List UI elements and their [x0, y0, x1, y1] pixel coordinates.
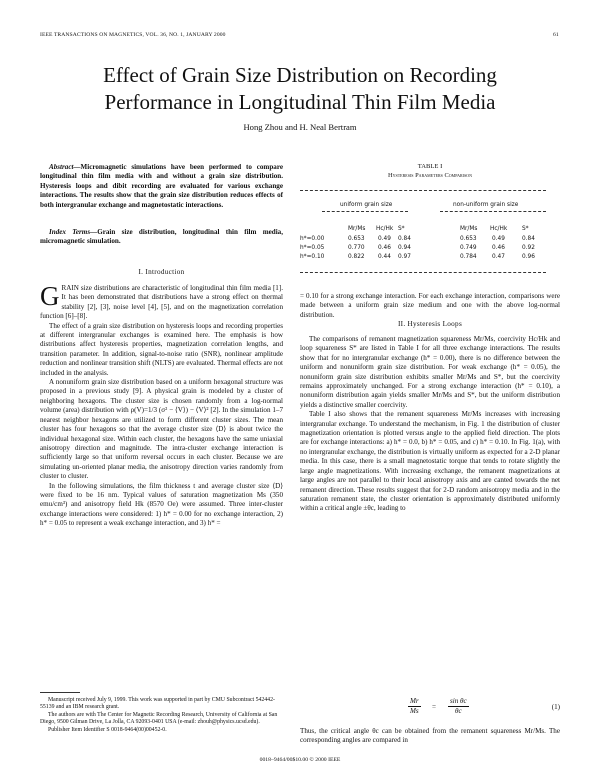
hysteresis-paragraph-1: The comparisons of remanent magnetization squareness Mr/Ms, coercivity Hc/Hk and loop squareness S* are listed in Table I for all three exchange interactions. The results show that for no intergranular exchange (h* = 0.00), there is no difference between the uniform and nonuniform grain size distribution. For weak exchange (h* = 0.05), the nonuniform grain size distribution exhibits smaller Mr/Ms and S*, but the coercivity remains approximately unchanged. For a strong exchange interaction (h* = 0.10), a nonuniform distribution again yields smaller Mr/Ms and S*, but the uniform distribution yields a distinctive smaller coercivity.	[300, 335, 560, 409]
continuation-paragraph: = 0.10 for a strong exchange interaction. For each exchange interaction, comparisons were made between a uniform grain size medium and one with the above log-normal distribution.	[300, 292, 560, 319]
equation-rhs-numerator: sin θc	[448, 697, 469, 707]
intro-body	[40, 281, 283, 529]
table-top-rule	[300, 190, 546, 191]
section-heading-hysteresis: II. Hysteresis Loops	[397, 320, 463, 328]
table-cell: 0.92	[522, 245, 535, 251]
table-cell: 0.94	[398, 245, 411, 251]
group-rule-nonuniform	[440, 211, 546, 212]
abstract	[40, 163, 283, 210]
col-header: S*	[522, 226, 529, 232]
title-line-2: Performance in Longitudinal Thin Film Media	[104, 90, 496, 114]
equation-lhs-denominator: Ms	[410, 707, 419, 716]
footnote-rule	[40, 692, 80, 693]
dropcap: G	[40, 281, 60, 311]
group-rule-uniform	[322, 211, 408, 212]
page-number: 61	[553, 32, 559, 38]
abstract-label: Abstract—	[49, 163, 81, 171]
table-cell: 0.784	[460, 254, 477, 260]
abstract-text: Micromagnetic simulations have been performed to compare longitudinal thin film media with and without a grain size distribution. Hysteresis loops and dibit recording are evaluated for various exchange interactions. The results show that the grain size distribution reduces effects of both intergranular exchange and magnetostatic interactions.	[40, 163, 283, 209]
table-cell: 0.653	[460, 236, 477, 242]
table-cell: 0.770	[348, 245, 365, 251]
table-caption: Hysteresis Parameters Comparison	[388, 172, 472, 179]
index-terms-label: Index Terms—	[49, 228, 98, 236]
col-header: Mr/Ms	[348, 226, 366, 232]
intro-paragraph-1: RAIN size distributions are characteristic of longitudinal thin film media [1]. It has been demonstrated that distributions have a strong effect on thermal stability [2], [3], noise level [4], [5], and on the magnetization correlation function [6]–[8].	[40, 284, 283, 321]
equals-sign: =	[432, 703, 437, 711]
col-header: Mr/Ms	[460, 226, 478, 232]
table-number: TABLE I	[417, 163, 443, 170]
footnote-manuscript: Manuscript received July 9, 1999. This work was supported in part by CMU Subcontract 542442-55139 and an IBM research grant.	[40, 697, 275, 711]
equation-lhs	[408, 697, 421, 717]
row-label: h*=0.10	[300, 254, 325, 260]
running-header: IEEE TRANSACTIONS ON MAGNETICS, VOL. 36, NO. 1, JANUARY 2000	[40, 32, 226, 38]
row-label: h*=0.05	[300, 245, 325, 251]
col-header: S*	[398, 226, 405, 232]
intro-paragraph-3: A nonuniform grain size distribution based on a uniform hexagonal structure was proposed in a previous study [9]. A physical grain is modeled by a cluster of neighboring hexagons. The cluster size is chosen randomly from a log-normal volume (area) distribution with ρ(V)=1/3 (σ² − ⟨V⟩) − ⟨V⟩² [2]. In the simulation 1–7 nearest neighbor hexagons are utilized to form different cluster sizes. The mean cluster has four hexagons so that the average cluster size ⟨D⟩ is about twice the individual hexagonal size. Within each cluster, the hexagons have the same uniaxial anisotropy direction and magnitude. The intra-cluster exchange interaction is sufficiently large so that uniform reversal occurs in each cluster. Because we are simulating un-oriented planar media, the anisotropy direction varies randomly from cluster to cluster.	[40, 378, 283, 481]
copyright-line: 0018–9464/00$10.00 © 2000 IEEE	[259, 757, 341, 763]
title-line-1: Effect of Grain Size Distribution on Recording	[103, 63, 497, 87]
table-cell: 0.822	[348, 254, 365, 260]
footnote-authors: The authors are with The Center for Magnetic Recording Research, University of California at San Diego, 9500 Gilman Drive, La Jolla, CA 92093-0401 USA (e-mail: zhouh@physics.ucsd.edu).	[40, 711, 278, 726]
table-cell: 0.44	[378, 254, 391, 260]
footnotes	[40, 697, 283, 734]
table-cell: 0.46	[492, 245, 505, 251]
section-heading-intro: I. Introduction	[138, 268, 185, 276]
equation-number: (1)	[551, 703, 560, 711]
hysteresis-paragraph-2: Table I also shows that the remanent squareness Mr/Ms increases with increasing intergranular exchange. To understand the mechanism, in Fig. 1 the distribution of cluster magnetization orientation is plotted versus angle to the applied field direction. The plots are for exchange interactions: a) h* = 0.0, b) h* = 0.05, and c) h* = 0.10. In Fig. 1(a), with no intergranular exchange, the distribution is virtually uniform as expected for a 2-D planar media. In this case, there is a small magnetostatic torque that tends to rotate slightly the large angle magnetizations. With increasing exchange, the remanent magnetizations at large angles are not parallel to their local anisotropy axis and are canted towards the net remanent direction. These results suggest that for 2-D random anisotropy media and in the saturation remanent state, the cluster orientation is approximately distributed uniformly within a critical angle ±θc, leading to	[300, 410, 560, 513]
table-cell: 0.653	[348, 236, 365, 242]
index-terms	[40, 228, 283, 247]
hysteresis-body	[300, 335, 560, 514]
equation-rhs	[448, 697, 469, 717]
table-bottom-rule	[300, 272, 546, 273]
index-terms-text: Grain size distribution, longitudinal thin film media, micromagnetic simulation.	[40, 228, 283, 246]
intro-paragraph-2: The effect of a grain size distribution on hysteresis loops and recording properties at different intergranular exchanges is examined here. The emphasis is how distributions affect hysteresis properties, magnetization correlation lengths, and transition parameter. In addition, signal-to-noise ratio (SNR), nonlinear amplitude reduction and nonlinear transition shift (NLTS) are evaluated. Thermal effects are not included in the analysis.	[40, 321, 283, 377]
after-equation-paragraph: Thus, the critical angle θc can be obtained from the remanent squareness Mr/Ms. The corresponding angles are compared in	[300, 727, 560, 745]
footnote-publisher: Publisher Item Identifier S 0018-9464(00)00452-0.	[48, 726, 167, 733]
right-column-continuation	[300, 292, 560, 320]
row-label: h*=0.00	[300, 236, 325, 242]
table-cell: 0.749	[460, 245, 477, 251]
table-cell: 0.47	[492, 254, 505, 260]
paper-title	[40, 62, 560, 116]
table-cell: 0.49	[492, 236, 505, 242]
intro-paragraph-4: In the following simulations, the film thickness t and average cluster size ⟨D⟩ were fixed to be 16 nm. Typical values of saturation magnetization Ms (350 emu/cm³) and anisotropy field Hk (8570 Oe) were assumed. Three inter-cluster exchange interactions were considered: 1) h* = 0.00 for no exchange interaction, 2) h* = 0.05 to represent a weak exchange interaction, and 3) h* =	[40, 481, 283, 528]
equation-rhs-denominator: θc	[455, 707, 462, 716]
group-header-nonuniform: non-uniform grain size	[453, 202, 519, 208]
col-header: Hc/Hk	[376, 226, 394, 232]
after-equation-text	[300, 727, 560, 746]
col-header: Hc/Hk	[490, 226, 508, 232]
table-cell: 0.97	[398, 254, 411, 260]
table-cell: 0.49	[378, 236, 391, 242]
table-cell: 0.96	[522, 254, 535, 260]
equation-lhs-numerator: Mr	[408, 697, 421, 707]
group-header-uniform: uniform grain size	[340, 202, 393, 208]
authors: Hong Zhou and H. Neal Bertram	[243, 122, 357, 132]
hysteresis-table	[300, 190, 560, 275]
table-cell: 0.46	[378, 245, 391, 251]
table-cell: 0.84	[398, 236, 411, 242]
table-cell: 0.84	[522, 236, 535, 242]
